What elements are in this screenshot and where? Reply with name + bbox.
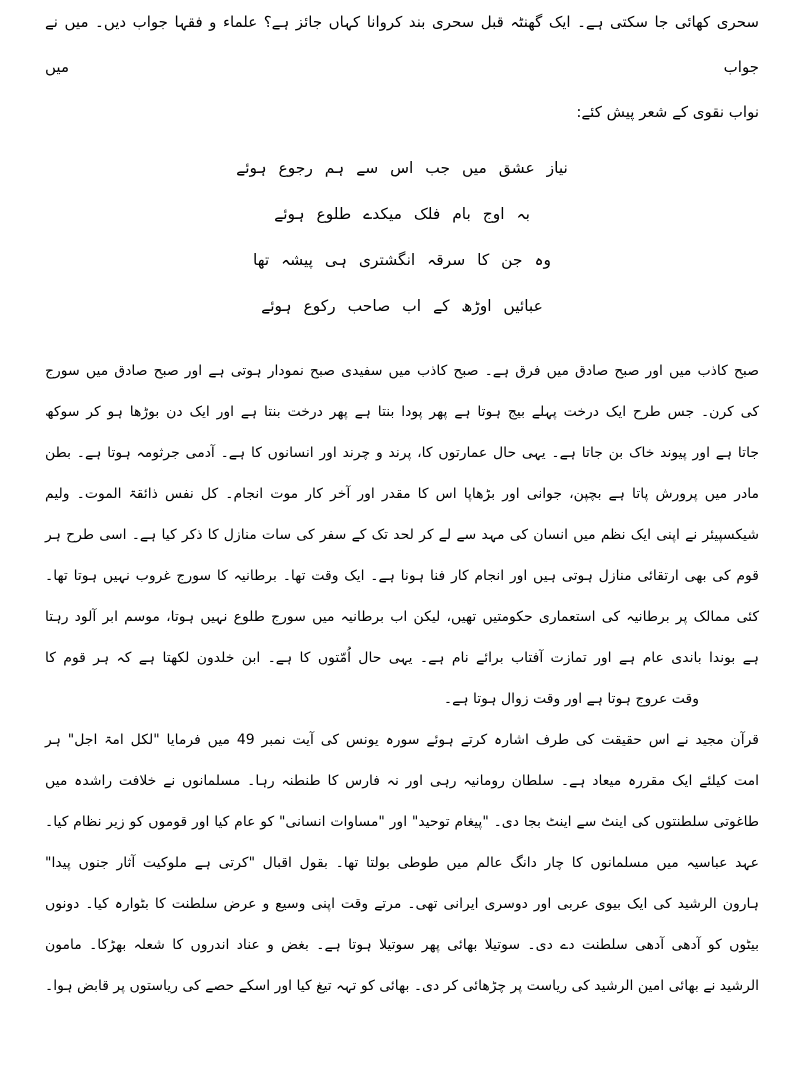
text-line: قوم کی بھی ارتقائی منازل ہوتی ہیں اور انجام کار فنا ہونا ہے۔ ایک وقت تھا۔ برطانیہ کا سورج غروب نہیں ہوتا تھا۔ [45,568,759,584]
text-line: ہے بوندا باندی عام ہے اور تمازت آفتاب برائے نام ہے۔ یہی حال اُمّتوں کا ہے۔ ابن خلدون لکھتا ہے کہ ہر قوم کا [45,650,759,666]
text-line: نواب نقوی کے شعر پیش کئے: [576,103,759,121]
poem-line: وہ جن کا سرقہ انگشتری ہی پیشہ تھا [252,251,552,269]
poem-line: نیاز عشق میں جب اس سے ہم رجوع ہوئے [236,159,568,177]
text-line: بیٹوں کو آدھی آدھی سلطنت دے دی۔ سوتیلا بھائی پھر سوتیلا ہوتا ہے۔ بغض و عناد اندروں کا شعلہ بھڑکا۔ مامون [45,937,759,953]
body-paragraph [0,351,804,1007]
text-line: ہارون الرشید کی ایک بیوی عربی اور دوسری ایرانی تھی۔ مرتے وقت اپنی وسیع و عرض سلطنت کا بٹوارہ کیا۔ دونوں [45,896,759,912]
text-line: مادر میں پرورش پاتا ہے بچپن، جوانی اور بڑھاپا اس کا مقدر اور آخر کار موت انجام۔ کل نفس ذائقۃ الموت۔ ولیم [45,486,759,502]
text-line: قرآن مجید نے اس حقیقت کی طرف اشارہ کرتے ہوئے سورہ یونس کی آیت نمبر 49 میں فرمایا "لکل امۃ اجل" ہر [45,732,760,748]
poem-line: بہ اوج بام فلک میکدے طلوع ہوئے [274,205,530,223]
text-line: عہد عباسیہ میں مسلمانوں کا چار دانگ عالم میں طوطی بولتا تھا۔ بقول اقبال "کرتی ہے ملوکیت آثار جنوں پیدا" [45,855,759,871]
text-line: جاتا ہے اور پیوند خاک بن جاتا ہے۔ یہی حال عمارتوں کا، پرند و چرند اور انسانوں کا ہے۔ آدمی جرثومہ ہوتا ہے۔ بطن [45,445,759,461]
text-line: طاغوتی سلطنتوں کی اینٹ سے اینٹ بجا دی۔ "پیغام توحید" اور "مساوات انسانی" کو عام کیا اور قوموں کو زیر نظام کیا۔ [45,814,759,830]
poem-block [0,145,804,329]
text-line: امت کیلئے ایک مقررہ میعاد ہے۔ سلطان رومانیہ رہی اور نہ فارس کا طنطنہ رہا۔ مسلمانوں نے خلافت راشدہ میں [45,773,759,789]
text-line: وقت عروج ہوتا ہے اور وقت زوال ہوتا ہے۔ [443,691,699,707]
text-line: کئی ممالک پر برطانیہ کی استعماری حکومتیں تھیں، لیکن اب برطانیہ میں سورج طلوع نہیں ہوتا، موسم ابر آلود رہتا [45,609,759,625]
text-line: سحری کھائی جا سکتی ہے۔ ایک گھنٹہ قبل سحری بند کروانا کہاں جائز ہے؟ علماء و فقہا جواب دیں۔ میں نے جواب میں [45,13,759,76]
text-line: الرشید نے بھائی امین الرشید کی ریاست پر چڑھائی کر دی۔ بھائی کو تہہ تیغ کیا اور اسکے حصے کی ریاستوں پر قابض ہوا۔ [45,978,759,994]
poem-line: عبائیں اوڑھ کے اب صاحب رکوع ہوئے [261,297,543,315]
intro-paragraph [0,0,804,135]
text-line: شیکسپیئر نے اپنی ایک نظم میں انسان کی مہد سے لے کر لحد تک کے سفر کی سات منازل کا ذکر کیا ہے۔ اسی طرح ہر [45,527,759,543]
text-line: کی کرن۔ جس طرح ایک درخت پہلے بیج ہوتا ہے پھر پودا بنتا ہے پھر درخت بنتا ہے اور ایک دن بوڑھا ہو کر سوکھ [45,404,759,420]
text-line: صبح کاذب میں اور صبح صادق میں فرق ہے۔ صبح کاذب میں سفیدی صبح نمودار ہوتی ہے اور صبح صادق میں سورج [45,363,759,379]
